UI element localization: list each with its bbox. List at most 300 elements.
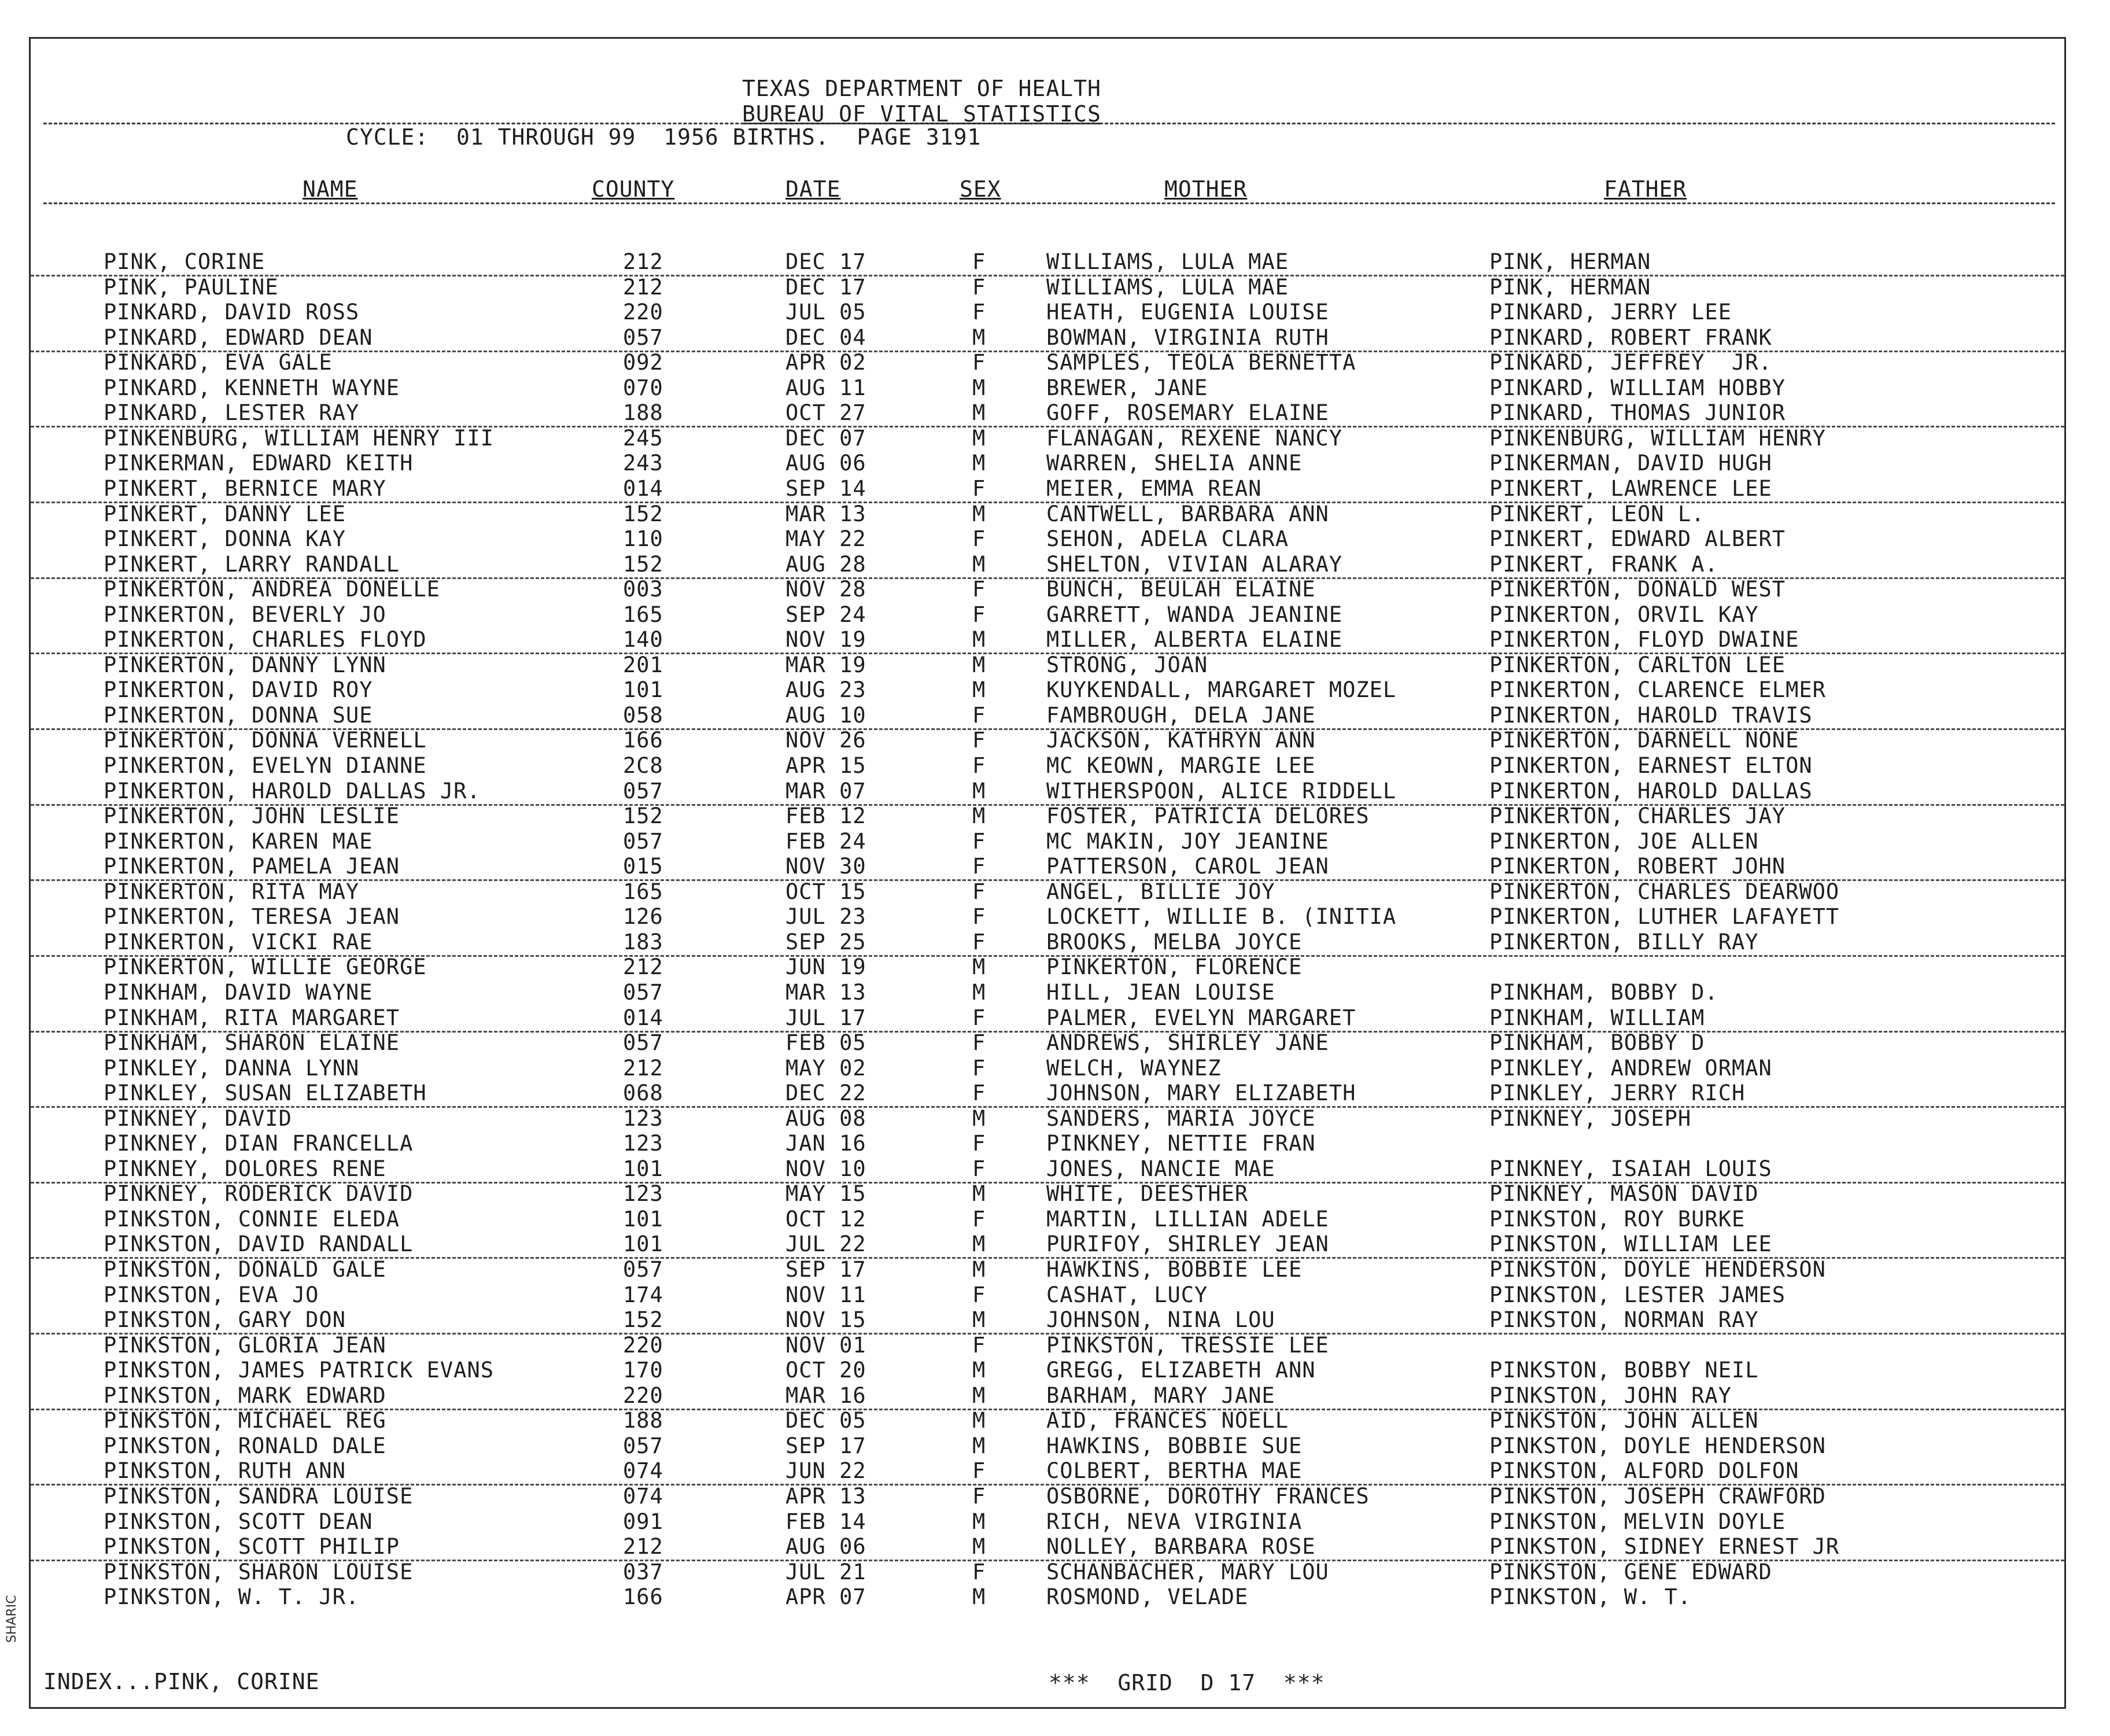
- sex-cell: F: [972, 350, 986, 375]
- date-cell: APR 07: [785, 1584, 866, 1610]
- date-cell: SEP 17: [785, 1433, 866, 1458]
- table-row: [31, 376, 2064, 401]
- county-cell: 126: [623, 904, 663, 930]
- date-cell: OCT 12: [785, 1206, 866, 1232]
- table-row: [31, 955, 2064, 980]
- name-cell: PINKERTON, KAREN MAE: [104, 828, 373, 854]
- sex-cell: F: [972, 1559, 986, 1584]
- county-cell: 188: [623, 1408, 663, 1433]
- name-cell: PINKSTON, DONALD GALE: [104, 1257, 386, 1282]
- mother-cell: WILLIAMS, LULA MAE: [1046, 249, 1289, 274]
- father-cell: PINKARD, THOMAS JUNIOR: [1489, 400, 1786, 426]
- father-cell: PINKERT, FRANK A.: [1489, 551, 1718, 577]
- mother-cell: KUYKENDALL, MARGARET MOZEL: [1046, 677, 1397, 703]
- sex-cell: M: [972, 375, 986, 400]
- father-cell: PINKSTON, SIDNEY ERNEST JR: [1489, 1534, 1840, 1560]
- father-cell: PINKERT, LEON L.: [1489, 501, 1705, 526]
- sex-cell: F: [972, 602, 986, 627]
- county-cell: 092: [623, 350, 663, 375]
- table-row: [31, 502, 2064, 527]
- county-cell: 123: [623, 1181, 663, 1207]
- table-row: [31, 830, 2064, 854]
- date-cell: AUG 08: [785, 1105, 866, 1131]
- name-cell: PINKSTON, MARK EDWARD: [104, 1383, 386, 1408]
- county-cell: 212: [623, 1534, 663, 1560]
- date-cell: AUG 10: [785, 702, 866, 728]
- table-row: [31, 1031, 2064, 1056]
- table-row: [31, 300, 2064, 325]
- header-cycle: CYCLE: 01 THROUGH 99 1956 BIRTHS. PAGE 3191: [346, 124, 982, 150]
- sex-cell: M: [972, 1181, 986, 1207]
- father-cell: PINKERTON, FLOYD DWAINE: [1489, 627, 1799, 653]
- sex-cell: F: [972, 476, 986, 501]
- date-cell: DEC 22: [785, 1081, 866, 1106]
- sex-cell: M: [972, 778, 986, 804]
- county-cell: 101: [623, 677, 663, 703]
- table-row: [31, 880, 2064, 905]
- county-cell: 220: [623, 1383, 663, 1408]
- name-cell: PINKSTON, EVA JO: [104, 1282, 319, 1307]
- county-cell: 152: [623, 1307, 663, 1333]
- date-cell: JUN 22: [785, 1458, 866, 1484]
- side-label: SHARIC: [5, 1595, 19, 1643]
- mother-cell: JONES, NANCIE MAE: [1046, 1156, 1275, 1181]
- county-cell: 201: [623, 652, 663, 677]
- county-cell: 101: [623, 1206, 663, 1232]
- mother-cell: BOWMAN, VIRGINIA RUTH: [1046, 325, 1329, 350]
- county-cell: 057: [623, 325, 663, 350]
- county-cell: 220: [623, 1332, 663, 1358]
- table-row: [31, 905, 2064, 930]
- footer-grid: *** GRID D 17 ***: [1049, 1670, 1325, 1696]
- sex-cell: F: [972, 1055, 986, 1081]
- column-header-county: COUNTY: [592, 176, 675, 202]
- table-row: [31, 275, 2064, 300]
- date-cell: FEB 24: [785, 828, 866, 854]
- sex-cell: M: [972, 804, 986, 829]
- name-cell: PINKERTON, DONNA SUE: [104, 702, 373, 728]
- name-cell: PINKARD, EVA GALE: [104, 350, 333, 375]
- date-cell: JUL 05: [785, 300, 866, 325]
- sex-cell: F: [972, 702, 986, 728]
- date-cell: MAY 02: [785, 1055, 866, 1081]
- mother-cell: COLBERT, BERTHA MAE: [1046, 1458, 1303, 1484]
- county-cell: 101: [623, 1156, 663, 1181]
- name-cell: PINKERTON, BEVERLY JO: [104, 602, 386, 627]
- father-cell: PINKERT, LAWRENCE LEE: [1489, 476, 1772, 501]
- mother-cell: MC MAKIN, JOY JEANINE: [1046, 828, 1329, 854]
- date-cell: NOV 19: [785, 627, 866, 653]
- name-cell: PINKARD, KENNETH WAYNE: [104, 375, 400, 400]
- county-cell: 057: [623, 828, 663, 854]
- sex-cell: F: [972, 249, 986, 274]
- father-cell: PINKERMAN, DAVID HUGH: [1489, 451, 1772, 476]
- father-cell: PINKSTON, LESTER JAMES: [1489, 1282, 1786, 1307]
- name-cell: PINKERTON, EVELYN DIANNE: [104, 753, 427, 778]
- sex-cell: F: [972, 904, 986, 930]
- table-row: [31, 628, 2064, 654]
- mother-cell: WITHERSPOON, ALICE RIDDELL: [1046, 778, 1397, 804]
- county-cell: 183: [623, 929, 663, 954]
- date-cell: DEC 17: [785, 249, 866, 274]
- county-cell: 152: [623, 501, 663, 526]
- mother-cell: BUNCH, BEULAH ELAINE: [1046, 577, 1316, 602]
- father-cell: PINKERTON, CHARLES DEARWOO: [1489, 879, 1840, 904]
- county-cell: 074: [623, 1458, 663, 1484]
- name-cell: PINKSTON, W. T. JR.: [104, 1584, 360, 1610]
- table-row: [31, 1459, 2064, 1486]
- name-cell: PINKSTON, GARY DON: [104, 1307, 346, 1333]
- sex-cell: M: [972, 652, 986, 677]
- county-cell: 243: [623, 451, 663, 476]
- mother-cell: HEATH, EUGENIA LOUISE: [1046, 300, 1329, 325]
- father-cell: PINKSTON, ALFORD DOLFON: [1489, 1458, 1799, 1484]
- date-cell: JUN 19: [785, 954, 866, 980]
- sex-cell: M: [972, 1408, 986, 1433]
- name-cell: PINKSTON, SHARON LOUISE: [104, 1559, 414, 1584]
- mother-cell: HAWKINS, BOBBIE SUE: [1046, 1433, 1303, 1458]
- sex-cell: M: [972, 1358, 986, 1383]
- table-row: [31, 1006, 2064, 1033]
- name-cell: PINKERTON, DONNA VERNELL: [104, 728, 427, 753]
- date-cell: MAR 13: [785, 979, 866, 1005]
- table-row: [31, 351, 2064, 375]
- sex-cell: F: [972, 1131, 986, 1156]
- sex-cell: M: [972, 1257, 986, 1282]
- sex-cell: F: [972, 526, 986, 552]
- father-cell: PINKHAM, BOBBY D.: [1489, 979, 1718, 1005]
- name-cell: PINKSTON, RONALD DALE: [104, 1433, 386, 1458]
- mother-cell: FLANAGAN, REXENE NANCY: [1046, 425, 1343, 451]
- sex-cell: F: [972, 1332, 986, 1358]
- mother-cell: GOFF, ROSEMARY ELAINE: [1046, 400, 1329, 426]
- father-cell: PINKERTON, CHARLES JAY: [1489, 804, 1786, 829]
- county-cell: 068: [623, 1081, 663, 1106]
- date-cell: FEB 05: [785, 1030, 866, 1056]
- county-cell: 014: [623, 476, 663, 501]
- sex-cell: M: [972, 1232, 986, 1257]
- father-cell: PINKHAM, BOBBY D: [1489, 1030, 1705, 1056]
- county-cell: 152: [623, 804, 663, 829]
- date-cell: JUL 22: [785, 1232, 866, 1257]
- date-cell: MAY 22: [785, 526, 866, 552]
- mother-cell: MILLER, ALBERTA ELAINE: [1046, 627, 1343, 653]
- father-cell: PINKNEY, JOSEPH: [1489, 1105, 1692, 1131]
- mother-cell: JOHNSON, NINA LOU: [1046, 1307, 1275, 1333]
- father-cell: PINK, HERMAN: [1489, 274, 1651, 300]
- county-cell: 123: [623, 1131, 663, 1156]
- mother-cell: WHITE, DEESTHER: [1046, 1181, 1249, 1207]
- sex-cell: F: [972, 1282, 986, 1307]
- mother-cell: MC KEOWN, MARGIE LEE: [1046, 753, 1316, 778]
- column-header-sex: SEX: [960, 176, 1001, 202]
- name-cell: PINKERMAN, EDWARD KEITH: [104, 451, 414, 476]
- date-cell: SEP 24: [785, 602, 866, 627]
- sex-cell: F: [972, 1081, 986, 1106]
- column-header-name: NAME: [303, 176, 358, 202]
- table-row: [31, 1207, 2064, 1232]
- mother-cell: PATTERSON, CAROL JEAN: [1046, 854, 1329, 879]
- date-cell: NOV 15: [785, 1307, 866, 1333]
- name-cell: PINKERTON, DAVID ROY: [104, 677, 373, 703]
- name-cell: PINKNEY, RODERICK DAVID: [104, 1181, 414, 1207]
- name-cell: PINKARD, DAVID ROSS: [104, 300, 360, 325]
- sex-cell: M: [972, 325, 986, 350]
- father-cell: PINKLEY, ANDREW ORMAN: [1489, 1055, 1772, 1081]
- table-row: [31, 426, 2064, 451]
- table-row: [31, 1535, 2064, 1561]
- county-cell: 140: [623, 627, 663, 653]
- mother-cell: JOHNSON, MARY ELIZABETH: [1046, 1081, 1356, 1106]
- county-cell: 015: [623, 854, 663, 879]
- county-cell: 057: [623, 778, 663, 804]
- mother-cell: MEIER, EMMA REAN: [1046, 476, 1262, 501]
- table-row: [31, 1409, 2064, 1433]
- date-cell: JUL 17: [785, 1005, 866, 1030]
- header-bureau: BUREAU OF VITAL STATISTICS: [742, 101, 1101, 127]
- name-cell: PINKLEY, SUSAN ELIZABETH: [104, 1081, 427, 1106]
- mother-cell: PINKSTON, TRESSIE LEE: [1046, 1332, 1329, 1358]
- date-cell: FEB 12: [785, 804, 866, 829]
- name-cell: PINKERTON, DANNY LYNN: [104, 652, 386, 677]
- mother-cell: BARHAM, MARY JANE: [1046, 1383, 1275, 1408]
- table-row: [31, 804, 2064, 829]
- date-cell: APR 15: [785, 753, 866, 778]
- county-cell: 058: [623, 702, 663, 728]
- sex-cell: F: [972, 879, 986, 904]
- county-cell: 123: [623, 1105, 663, 1131]
- table-row: [31, 1056, 2064, 1081]
- name-cell: PINKERTON, VICKI RAE: [104, 929, 373, 954]
- date-cell: NOV 01: [785, 1332, 866, 1358]
- table-row: [31, 703, 2064, 730]
- date-cell: MAR 07: [785, 778, 866, 804]
- county-cell: 101: [623, 1232, 663, 1257]
- county-cell: 166: [623, 1584, 663, 1610]
- father-cell: PINKSTON, JOHN RAY: [1489, 1383, 1732, 1408]
- name-cell: PINKERTON, CHARLES FLOYD: [104, 627, 427, 653]
- date-cell: NOV 11: [785, 1282, 866, 1307]
- table-row: [31, 1157, 2064, 1184]
- name-cell: PINKERTON, HAROLD DALLAS JR.: [104, 778, 481, 804]
- table-row: [31, 603, 2064, 628]
- father-cell: PINKSTON, JOSEPH CRAWFORD: [1489, 1483, 1826, 1509]
- father-cell: PINKERTON, EARNEST ELTON: [1489, 753, 1813, 778]
- father-cell: PINKARD, JEFFREY JR.: [1489, 350, 1772, 375]
- sex-cell: F: [972, 828, 986, 854]
- sex-cell: F: [972, 1206, 986, 1232]
- name-cell: PINKSTON, RUTH ANN: [104, 1458, 346, 1484]
- date-cell: JUL 23: [785, 904, 866, 930]
- table-row: [31, 854, 2064, 881]
- county-cell: 110: [623, 526, 663, 552]
- sex-cell: F: [972, 274, 986, 300]
- father-cell: PINKSTON, DOYLE HENDERSON: [1489, 1433, 1826, 1458]
- mother-cell: GARRETT, WANDA JEANINE: [1046, 602, 1343, 627]
- father-cell: PINKERT, EDWARD ALBERT: [1489, 526, 1786, 552]
- county-cell: 057: [623, 979, 663, 1005]
- date-cell: AUG 11: [785, 375, 866, 400]
- table-row: [31, 401, 2064, 427]
- table-row: [31, 1081, 2064, 1108]
- mother-cell: NOLLEY, BARBARA ROSE: [1046, 1534, 1316, 1560]
- county-cell: 188: [623, 400, 663, 426]
- father-cell: PINKSTON, NORMAN RAY: [1489, 1307, 1759, 1333]
- father-cell: PINKSTON, W. T.: [1489, 1584, 1692, 1610]
- county-cell: 165: [623, 879, 663, 904]
- mother-cell: JACKSON, KATHRYN ANN: [1046, 728, 1316, 753]
- father-cell: PINKARD, ROBERT FRANK: [1489, 325, 1772, 350]
- sex-cell: F: [972, 1005, 986, 1030]
- sex-cell: F: [972, 854, 986, 879]
- mother-cell: RICH, NEVA VIRGINIA: [1046, 1509, 1303, 1534]
- name-cell: PINKSTON, CONNIE ELEDA: [104, 1206, 400, 1232]
- table-row: [31, 754, 2064, 779]
- mother-cell: ANGEL, BILLIE JOY: [1046, 879, 1275, 904]
- date-cell: NOV 26: [785, 728, 866, 753]
- father-cell: PINKERTON, CARLTON LEE: [1489, 652, 1786, 677]
- mother-cell: SEHON, ADELA CLARA: [1046, 526, 1289, 552]
- table-row: [31, 1585, 2064, 1610]
- sex-cell: F: [972, 929, 986, 954]
- date-cell: SEP 25: [785, 929, 866, 954]
- microfilm-page: [29, 37, 2066, 1709]
- mother-cell: CASHAT, LUCY: [1046, 1282, 1208, 1307]
- table-row: [31, 1283, 2064, 1308]
- name-cell: PINKERTON, RITA MAY: [104, 879, 360, 904]
- name-cell: PINKSTON, SCOTT PHILIP: [104, 1534, 400, 1560]
- name-cell: PINKENBURG, WILLIAM HENRY III: [104, 425, 495, 451]
- mother-cell: PINKNEY, NETTIE FRAN: [1046, 1131, 1316, 1156]
- father-cell: PINKHAM, WILLIAM: [1489, 1005, 1705, 1030]
- father-cell: PINKNEY, ISAIAH LOUIS: [1489, 1156, 1772, 1181]
- county-cell: 212: [623, 954, 663, 980]
- table-row: [31, 653, 2064, 678]
- mother-cell: STRONG, JOAN: [1046, 652, 1208, 677]
- date-cell: DEC 04: [785, 325, 866, 350]
- name-cell: PINKERTON, TERESA JEAN: [104, 904, 400, 930]
- father-cell: PINKERTON, HAROLD DALLAS: [1489, 778, 1813, 804]
- name-cell: PINKERT, BERNICE MARY: [104, 476, 386, 501]
- name-cell: PINKNEY, DAVID: [104, 1105, 292, 1131]
- sex-cell: M: [972, 451, 986, 476]
- mother-cell: AID, FRANCES NOELL: [1046, 1408, 1289, 1433]
- sex-cell: F: [972, 300, 986, 325]
- county-cell: 152: [623, 551, 663, 577]
- table-row: [31, 728, 2064, 753]
- county-cell: 212: [623, 249, 663, 274]
- table-row: [31, 250, 2064, 277]
- table-row: [31, 779, 2064, 806]
- table-row: [31, 1333, 2064, 1358]
- mother-cell: HAWKINS, BOBBIE LEE: [1046, 1257, 1303, 1282]
- name-cell: PINK, CORINE: [104, 249, 265, 274]
- county-cell: 165: [623, 602, 663, 627]
- column-header-mother: MOTHER: [1164, 176, 1248, 202]
- mother-cell: SAMPLES, TEOLA BERNETTA: [1046, 350, 1356, 375]
- date-cell: FEB 14: [785, 1509, 866, 1534]
- name-cell: PINKHAM, DAVID WAYNE: [104, 979, 373, 1005]
- county-cell: 003: [623, 577, 663, 602]
- date-cell: OCT 20: [785, 1358, 866, 1383]
- father-cell: PINKERTON, DONALD WEST: [1489, 577, 1786, 602]
- name-cell: PINKSTON, GLORIA JEAN: [104, 1332, 386, 1358]
- birth-records-table: [31, 39, 2064, 1707]
- father-cell: PINKENBURG, WILLIAM HENRY: [1489, 425, 1826, 451]
- county-cell: 174: [623, 1282, 663, 1307]
- sex-cell: M: [972, 1433, 986, 1458]
- mother-cell: LOCKETT, WILLIE B. (INITIA: [1046, 904, 1397, 930]
- table-row: [31, 1384, 2064, 1410]
- father-cell: PINKARD, WILLIAM HOBBY: [1489, 375, 1786, 400]
- table-row: [31, 1182, 2064, 1207]
- table-row: [31, 326, 2064, 352]
- name-cell: PINKERTON, WILLIE GEORGE: [104, 954, 427, 980]
- father-cell: PINKSTON, ROY BURKE: [1489, 1206, 1746, 1232]
- mother-cell: FAMBROUGH, DELA JANE: [1046, 702, 1316, 728]
- father-cell: PINKERTON, BILLY RAY: [1489, 929, 1759, 954]
- mother-cell: SHELTON, VIVIAN ALARAY: [1046, 551, 1343, 577]
- table-row: [31, 1107, 2064, 1131]
- sex-cell: F: [972, 1458, 986, 1484]
- name-cell: PINKSTON, JAMES PATRICK EVANS: [104, 1358, 495, 1383]
- date-cell: NOV 28: [785, 577, 866, 602]
- date-cell: AUG 23: [785, 677, 866, 703]
- name-cell: PINKERTON, ANDREA DONELLE: [104, 577, 440, 602]
- mother-cell: ROSMOND, VELADE: [1046, 1584, 1249, 1610]
- name-cell: PINKSTON, DAVID RANDALL: [104, 1232, 414, 1257]
- county-cell: 057: [623, 1030, 663, 1056]
- name-cell: PINK, PAULINE: [104, 274, 279, 300]
- county-cell: 057: [623, 1433, 663, 1458]
- date-cell: APR 13: [785, 1483, 866, 1509]
- father-cell: PINKERTON, DARNELL NONE: [1489, 728, 1799, 753]
- mother-cell: PURIFOY, SHIRLEY JEAN: [1046, 1232, 1329, 1257]
- mother-cell: MARTIN, LILLIAN ADELE: [1046, 1206, 1329, 1232]
- name-cell: PINKERT, DONNA KAY: [104, 526, 346, 552]
- name-cell: PINKERT, DANNY LEE: [104, 501, 346, 526]
- father-cell: PINKERTON, CLARENCE ELMER: [1489, 677, 1826, 703]
- county-cell: 220: [623, 300, 663, 325]
- county-cell: 212: [623, 1055, 663, 1081]
- name-cell: PINKARD, LESTER RAY: [104, 400, 360, 426]
- county-cell: 091: [623, 1509, 663, 1534]
- date-cell: JAN 16: [785, 1131, 866, 1156]
- table-row: [31, 1560, 2064, 1585]
- date-cell: AUG 06: [785, 451, 866, 476]
- sex-cell: M: [972, 1105, 986, 1131]
- table-row: [31, 1434, 2064, 1459]
- sex-cell: M: [972, 1534, 986, 1560]
- mother-cell: HILL, JEAN LOUISE: [1046, 979, 1275, 1005]
- date-cell: DEC 17: [785, 274, 866, 300]
- mother-cell: BROOKS, MELBA JOYCE: [1046, 929, 1303, 954]
- mother-cell: SANDERS, MARIA JOYCE: [1046, 1105, 1316, 1131]
- table-row: [31, 1131, 2064, 1156]
- mother-cell: WELCH, WAYNEZ: [1046, 1055, 1222, 1081]
- father-cell: PINKNEY, MASON DAVID: [1489, 1181, 1759, 1207]
- date-cell: NOV 30: [785, 854, 866, 879]
- date-cell: MAR 19: [785, 652, 866, 677]
- county-cell: 170: [623, 1358, 663, 1383]
- name-cell: PINKERT, LARRY RANDALL: [104, 551, 400, 577]
- table-row: [31, 451, 2064, 476]
- name-cell: PINKNEY, DOLORES RENE: [104, 1156, 386, 1181]
- mother-cell: BREWER, JANE: [1046, 375, 1208, 400]
- table-row: [31, 527, 2064, 552]
- date-cell: OCT 15: [785, 879, 866, 904]
- date-cell: SEP 17: [785, 1257, 866, 1282]
